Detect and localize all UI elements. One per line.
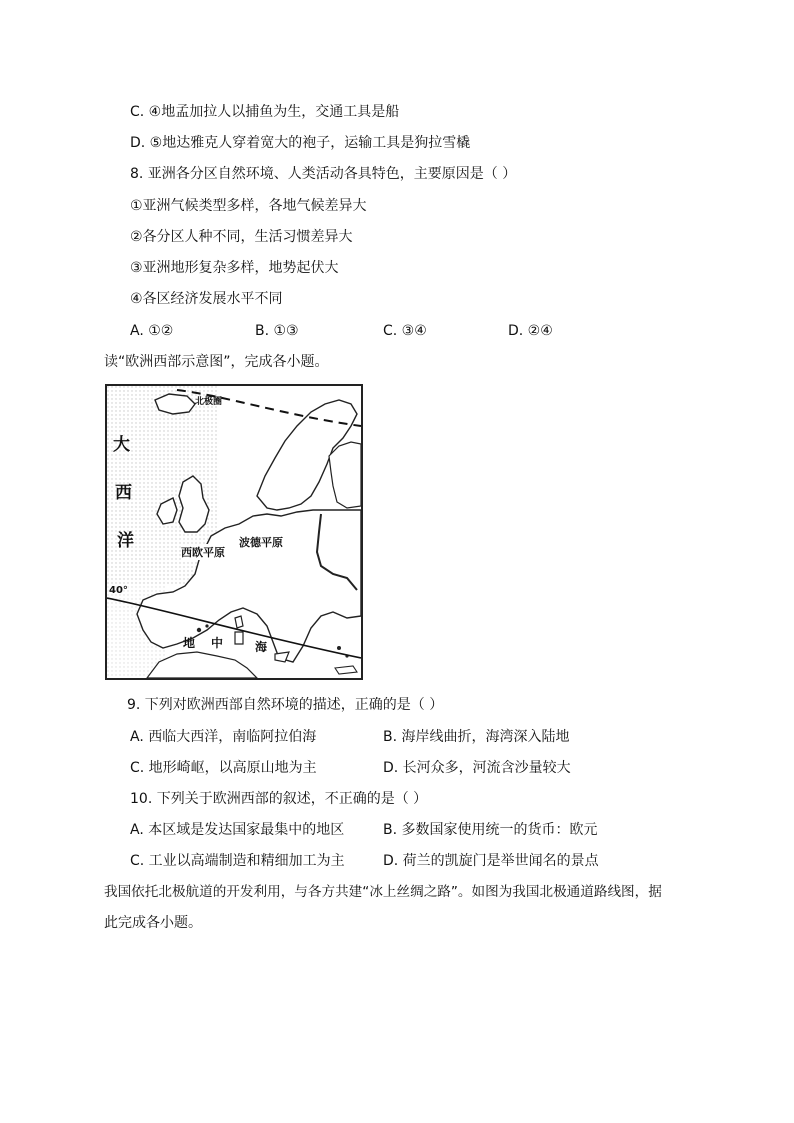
q7-option-d: D. ⑤地达雅克人穿着宽大的袍子，运输工具是狗拉雪橇 (130, 135, 471, 151)
q10-option-c: C. 工业以高端制造和精细加工为主 (130, 853, 345, 869)
aegean-island (337, 646, 341, 650)
q8-statement-4: ④各区经济发展水平不同 (130, 291, 283, 307)
q9-option-b: B. 海岸线曲折，海湾深入陆地 (383, 729, 570, 745)
atlantic-label-1: 大 (113, 435, 130, 455)
q9-option-c: C. 地形崎岖，以高原山地为主 (130, 760, 317, 776)
western-europe-map (105, 384, 363, 680)
finland-landmass (329, 442, 361, 508)
mediterranean-label-1: 地 (183, 636, 196, 650)
q10-stem: 10. 下列关于欧洲西部的叙述，不正确的是（ ） (130, 791, 428, 807)
q10-option-a: A. 本区域是发达国家最集中的地区 (130, 822, 345, 838)
mediterranean-label-2: 中 (211, 636, 224, 650)
q9-stem: 9. 下列对欧洲西部自然环境的描述，正确的是（ ） (127, 697, 444, 713)
q8-option-b: B. ①③ (255, 323, 299, 339)
q8-statement-3: ③亚洲地形复杂多样，地势起伏大 (130, 260, 339, 276)
closing-paragraph-line-2: 此完成各小题。 (104, 915, 202, 931)
q9-option-a: A. 西临大西洋，南临阿拉伯海 (130, 729, 317, 745)
mediterranean-label-3: 海 (255, 640, 268, 654)
latitude-40-label: 40° (109, 585, 128, 596)
q8-option-c: C. ③④ (383, 323, 427, 339)
balearic-island (205, 624, 208, 627)
q8-statement-2: ②各分区人种不同，生活习惯差异大 (130, 229, 353, 245)
q9-option-d: D. 长河众多，河流含沙量较大 (383, 760, 571, 776)
map-intro: 读“欧洲西部示意图”，完成各小题。 (104, 354, 329, 370)
q8-option-a: A. ①② (130, 323, 174, 339)
atlantic-label-2: 西 (115, 483, 132, 503)
polish-plain-label: 波德平原 (239, 536, 283, 549)
west-european-plain-label: 西欧平原 (181, 546, 225, 559)
atlantic-label-3: 洋 (117, 531, 134, 551)
q10-option-b: B. 多数国家使用统一的货币：欧元 (383, 822, 598, 838)
closing-paragraph-line-1: 我国依托北极航道的开发利用，与各方共建“冰上丝绸之路”。如图为我国北极通道路线图，据 (104, 884, 662, 900)
arctic-circle-label: 北极圈 (195, 397, 223, 407)
q8-option-d: D. ②④ (508, 323, 553, 339)
q8-stem: 8. 亚洲各分区自然环境、人类活动各具特色，主要原因是（ ） (130, 166, 517, 182)
map-drawing (107, 386, 361, 678)
crete-landmass (335, 666, 357, 674)
balearic-island (197, 628, 201, 632)
q7-option-c: C. ④地孟加拉人以捕鱼为生，交通工具是船 (130, 104, 400, 120)
q10-option-d: D. 荷兰的凯旋门是举世闻名的景点 (383, 853, 599, 869)
q8-statement-1: ①亚洲气候类型多样，各地气候差异大 (130, 198, 367, 214)
